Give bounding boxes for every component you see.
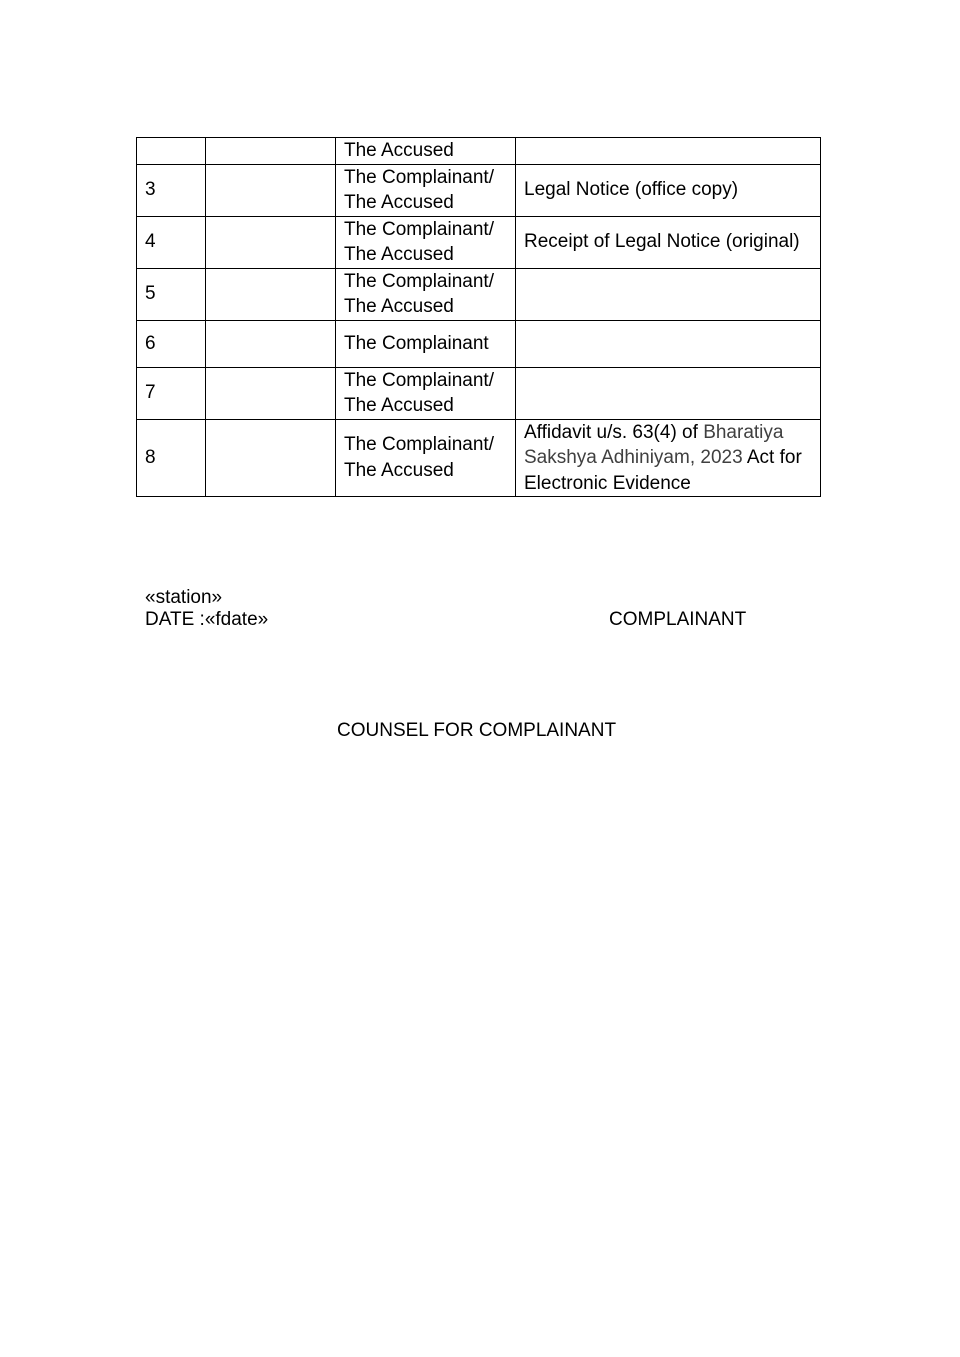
documents-table-body — [137, 138, 821, 497]
marked-by-cell — [336, 367, 516, 419]
date-cell — [206, 216, 336, 268]
station-placeholder: «station» — [145, 587, 223, 608]
statute-reference: Bharatiya Sakshya Adhiniyam, 2023 — [524, 421, 784, 468]
marked-by-line: The Complainant/ — [344, 434, 494, 456]
marked-by-line: The Accused — [344, 192, 454, 213]
document-description-cell — [516, 138, 821, 165]
table-row — [137, 216, 821, 268]
row-number-cell: 6 — [137, 320, 206, 367]
marked-by-line: The Accused — [344, 140, 454, 161]
date-cell — [206, 367, 336, 419]
table-row — [137, 164, 821, 216]
table-row — [137, 419, 821, 497]
document-description-text: Act for Electronic Evidence — [524, 447, 802, 494]
date-cell — [206, 138, 336, 165]
document-description-text: Affidavit u/s. 63(4) of — [524, 421, 704, 443]
table-row — [137, 367, 821, 419]
marked-by-cell — [336, 268, 516, 320]
marked-by-line: The Complainant/ — [344, 218, 494, 240]
document-description-text: Legal Notice (office copy) — [524, 179, 739, 201]
date-cell — [206, 268, 336, 320]
document-description-text: Receipt of Legal Notice (original) — [524, 231, 800, 253]
row-number-cell — [137, 138, 206, 165]
document-description-cell — [516, 216, 821, 268]
table-row — [137, 268, 821, 320]
documents-table — [136, 137, 821, 497]
complainant-signature-label: COMPLAINANT — [609, 609, 747, 630]
marked-by-cell — [336, 320, 516, 367]
document-description-cell — [516, 320, 821, 367]
marked-by-line: The Complainant/ — [344, 270, 494, 292]
marked-by-line: The Complainant/ — [344, 166, 494, 188]
table-row — [137, 138, 821, 165]
marked-by-line: The Accused — [344, 459, 454, 481]
date-line: DATE :«fdate» — [145, 609, 269, 630]
marked-by-line: The Complainant — [344, 332, 489, 354]
marked-by-cell — [336, 164, 516, 216]
document-description-cell — [516, 419, 821, 497]
date-cell — [206, 419, 336, 497]
document-description-cell — [516, 164, 821, 216]
row-number-cell: 8 — [137, 419, 206, 497]
marked-by-cell — [336, 419, 516, 497]
marked-by-line: The Accused — [344, 244, 454, 265]
table-row — [137, 320, 821, 367]
row-number-cell: 4 — [137, 216, 206, 268]
date-cell — [206, 164, 336, 216]
marked-by-line: The Complainant/ — [344, 369, 494, 391]
document-description-cell — [516, 268, 821, 320]
row-number-cell: 7 — [137, 367, 206, 419]
marked-by-line: The Accused — [344, 296, 454, 317]
document-description-cell — [516, 367, 821, 419]
date-cell — [206, 320, 336, 367]
row-number-cell: 5 — [137, 268, 206, 320]
marked-by-cell — [336, 216, 516, 268]
row-number-cell: 3 — [137, 164, 206, 216]
marked-by-cell — [336, 138, 516, 165]
marked-by-line: The Accused — [344, 395, 454, 416]
counsel-signature-label: COUNSEL FOR COMPLAINANT — [337, 720, 617, 741]
